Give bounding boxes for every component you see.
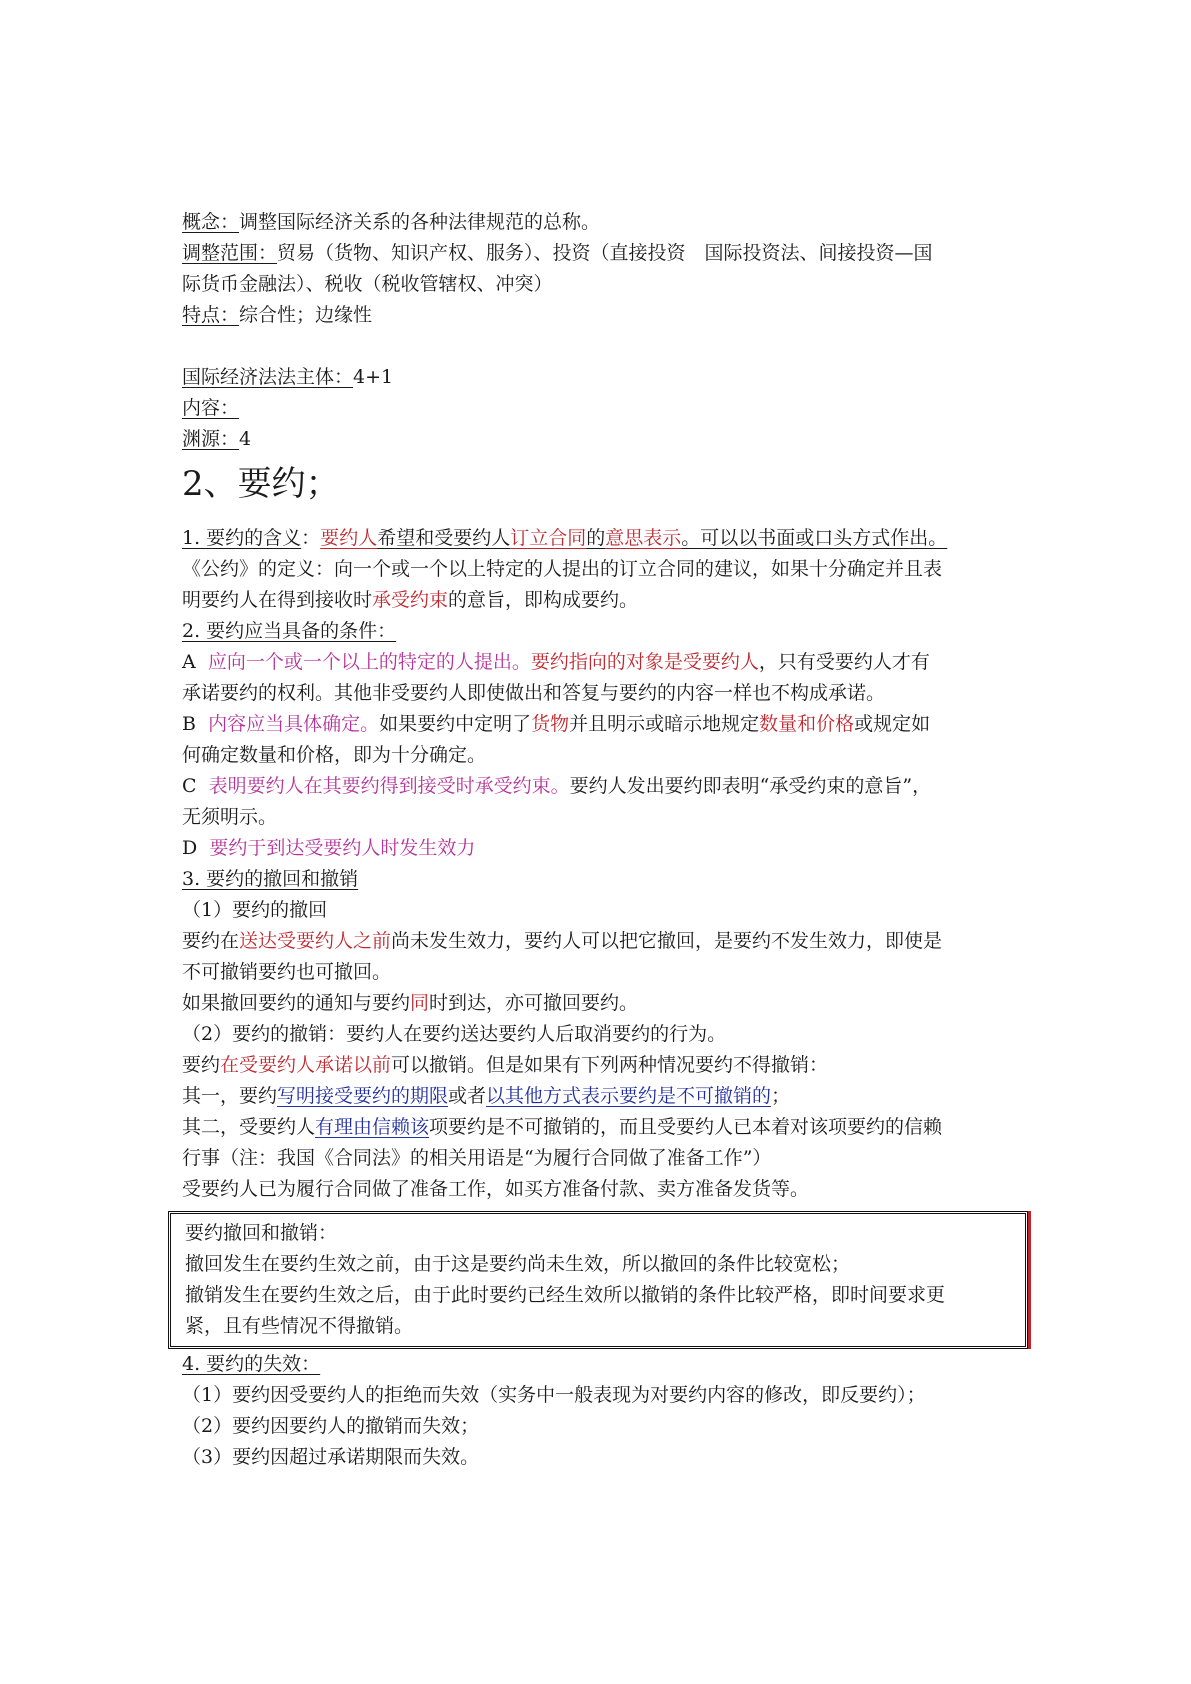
condition-letter: B — [182, 713, 196, 735]
revocation-text: 项要约是不可撤销的，而且受要约人已本着对该项要约的信赖 — [429, 1116, 943, 1138]
condition-letter: A — [182, 651, 196, 673]
lapse-item-text: （2）要约因要约人的撤销而失效； — [182, 1415, 480, 1437]
offeror-term: 要约人 — [320, 527, 378, 549]
condition-a-line-cont — [182, 678, 1022, 709]
lapse-label: 4. 要约的失效： — [182, 1353, 321, 1375]
conditions-label: 2. 要约应当具备的条件： — [182, 620, 397, 642]
definition-text: 的意旨，即构成要约。 — [448, 589, 639, 611]
condition-d-title: 要约于到达受要约人时发生效力 — [209, 837, 476, 859]
condition-a-text: ，只有受要约人才有 — [758, 651, 930, 673]
withdrawal-text: 尚未发生效力，要约人可以把它撤回，是要约不发生效力，即使是 — [391, 930, 943, 952]
convention-definition-line — [182, 585, 1022, 616]
withdrawal-label: 3. 要约的撤回和撤销 — [182, 868, 359, 890]
condition-b-text: 如果要约中定明了 — [379, 713, 532, 735]
summary-box-line: 撤回发生在要约生效之前，由于这是要约尚未生效，所以撤回的条件比较宽松； — [185, 1253, 851, 1275]
withdrawal-subheading-text: （1）要约的撤回 — [182, 899, 328, 921]
quantity-price-term: 数量和价格 — [759, 713, 855, 735]
withdrawal-line — [182, 926, 1022, 957]
summary-box-line: 撤销发生在要约生效之后，由于此时要约已经生效所以撤销的条件比较严格，即时间要求更 — [185, 1284, 946, 1306]
definition-text: 明要约人在得到接收时 — [182, 589, 373, 611]
scope-label: 调整范围： — [182, 242, 278, 264]
revocation-line — [182, 1081, 1022, 1112]
scope-text-cont: 际货币金融法）、税收（税收管辖权、冲突） — [182, 273, 553, 295]
offer-meaning-text: 。可以以书面或口头方式作出。 — [681, 527, 948, 549]
features-line — [182, 300, 1022, 331]
document-body — [182, 207, 1022, 1473]
offer-meaning-text: 希望和受要约人 — [377, 527, 511, 549]
bound-term: 承受约束 — [372, 589, 449, 611]
conclude-contract-term: 订立合同 — [510, 527, 587, 549]
lapse-item — [182, 1442, 1022, 1473]
lapse-item-text: （3）要约因超过承诺期限而失效。 — [182, 1446, 480, 1468]
intention-term: 意思表示 — [605, 527, 682, 549]
conditions-heading-line — [182, 616, 1022, 647]
condition-a-text: 承诺要约的权利。其他非受要约人即使做出和答复与要约的内容一样也不构成承诺。 — [182, 682, 886, 704]
offer-meaning-text: 的 — [586, 527, 606, 549]
condition-c-line — [182, 771, 1022, 802]
condition-b-line — [182, 709, 1022, 740]
lapse-item-text: （1）要约因受要约人的拒绝而失效（实务中一般表现为对要约内容的修改，即反要约）； — [182, 1384, 926, 1406]
irrevocable-highlight: 以其他方式表示要约是不可撤销的 — [486, 1085, 772, 1107]
condition-c-title: 表明要约人在其要约得到接受时承受约束。 — [208, 775, 570, 797]
condition-c-text: 要约人发出要约即表明“承受约束的意旨”， — [569, 775, 932, 797]
revocation-line — [182, 1143, 1022, 1174]
withdrawal-line — [182, 988, 1022, 1019]
condition-letter: D — [182, 837, 198, 859]
subject-label: 国际经济法法主体： — [182, 366, 354, 388]
lapse-heading-line — [182, 1349, 1022, 1380]
condition-b-title: 内容应当具体确定。 — [208, 713, 380, 735]
summary-box — [168, 1211, 1028, 1349]
lapse-item — [182, 1380, 1022, 1411]
content-line — [182, 393, 1022, 424]
withdrawal-text: 时到达，亦可撤回要约。 — [429, 992, 639, 1014]
concept-label: 概念： — [182, 211, 240, 233]
content-label: 内容： — [182, 397, 240, 419]
subject-line — [182, 362, 1022, 393]
revocation-text: 要约 — [182, 1054, 221, 1076]
revocation-text: 其二，受要约人 — [182, 1116, 316, 1138]
features-label: 特点： — [182, 304, 240, 326]
goods-term: 货物 — [531, 713, 570, 735]
revocation-line — [182, 1050, 1022, 1081]
revocation-text: 受要约人已为履行合同做了准备工作，如买方准备付款、卖方准备发货等。 — [182, 1178, 810, 1200]
condition-a-highlight: 要约指向的对象是受要约人 — [530, 651, 759, 673]
subject-value: 4+1 — [353, 366, 394, 388]
features-text: 综合性；边缘性 — [239, 304, 373, 326]
source-value: 4 — [239, 428, 252, 450]
condition-letter: C — [182, 775, 197, 797]
convention-definition-line — [182, 554, 1022, 585]
offer-meaning-line — [182, 523, 1022, 554]
withdrawal-text: 如果撤回要约的通知与要约 — [182, 992, 411, 1014]
condition-b-line-cont — [182, 740, 1022, 771]
condition-d-line — [182, 833, 1022, 864]
spacer — [182, 513, 1022, 523]
before-delivery-term: 送达受要约人之前 — [239, 930, 392, 952]
withdrawal-line — [182, 957, 1022, 988]
condition-a-line — [182, 647, 1022, 678]
scope-line-cont — [182, 269, 1022, 300]
revocation-text: ； — [771, 1085, 791, 1107]
scope-text: 贸易（货物、知识产权、服务）、投资（直接投资 国际投资法、间接投资—国 — [277, 242, 933, 264]
withdrawal-text: 不可撤销要约也可撤回。 — [182, 961, 392, 983]
summary-box-title: 要约撤回和撤销： — [185, 1222, 338, 1244]
convention-definition-text: 《公约》的定义：向一个或一个以上特定的人提出的订立合同的建议，如果十分确定并且表 — [182, 558, 943, 580]
revocation-line — [182, 1112, 1022, 1143]
revocation-subheading-text: （2）要约的撤销：要约人在要约送达要约人后取消要约的行为。 — [182, 1023, 727, 1045]
withdrawal-subheading — [182, 895, 1022, 926]
revocation-text: 或者 — [448, 1085, 487, 1107]
same-time-term: 同 — [410, 992, 430, 1014]
condition-b-text: 或规定如 — [854, 713, 931, 735]
revocation-line — [182, 1174, 1022, 1205]
condition-a-title: 应向一个或一个以上的特定的人提出。 — [207, 651, 531, 673]
condition-b-text: 并且明示或暗示地规定 — [569, 713, 760, 735]
section-heading: 2、要约； — [182, 464, 340, 504]
blank-line — [182, 331, 1022, 362]
source-label: 渊源： — [182, 428, 240, 450]
lapse-item — [182, 1411, 1022, 1442]
withdrawal-heading-line — [182, 864, 1022, 895]
revocation-text: 行事（注：我国《合同法》的相关用语是“为履行合同做了准备工作”） — [182, 1147, 772, 1169]
summary-box-line: 紧，且有些情况不得撤销。 — [185, 1315, 414, 1337]
fixed-term-highlight: 写明接受要约的期限 — [277, 1085, 449, 1107]
revocation-subheading — [182, 1019, 1022, 1050]
revocation-text: 其一，要约 — [182, 1085, 278, 1107]
scope-line — [182, 238, 1022, 269]
condition-b-text: 何确定数量和价格，即为十分确定。 — [182, 744, 487, 766]
condition-c-line-cont — [182, 802, 1022, 833]
condition-c-text: 无须明示。 — [182, 806, 278, 828]
revocation-text: 可以撤销。但是如果有下列两种情况要约不得撤销： — [391, 1054, 829, 1076]
reliance-highlight: 有理由信赖该 — [315, 1116, 430, 1138]
concept-line — [182, 207, 1022, 238]
withdrawal-text: 要约在 — [182, 930, 240, 952]
offer-meaning-label: 1. 要约的含义 — [182, 527, 302, 549]
separator: ： — [301, 527, 321, 549]
source-line — [182, 424, 1022, 455]
concept-text: 调整国际经济关系的各种法律规范的总称。 — [239, 211, 601, 233]
before-acceptance-term: 在受要约人承诺以前 — [220, 1054, 392, 1076]
